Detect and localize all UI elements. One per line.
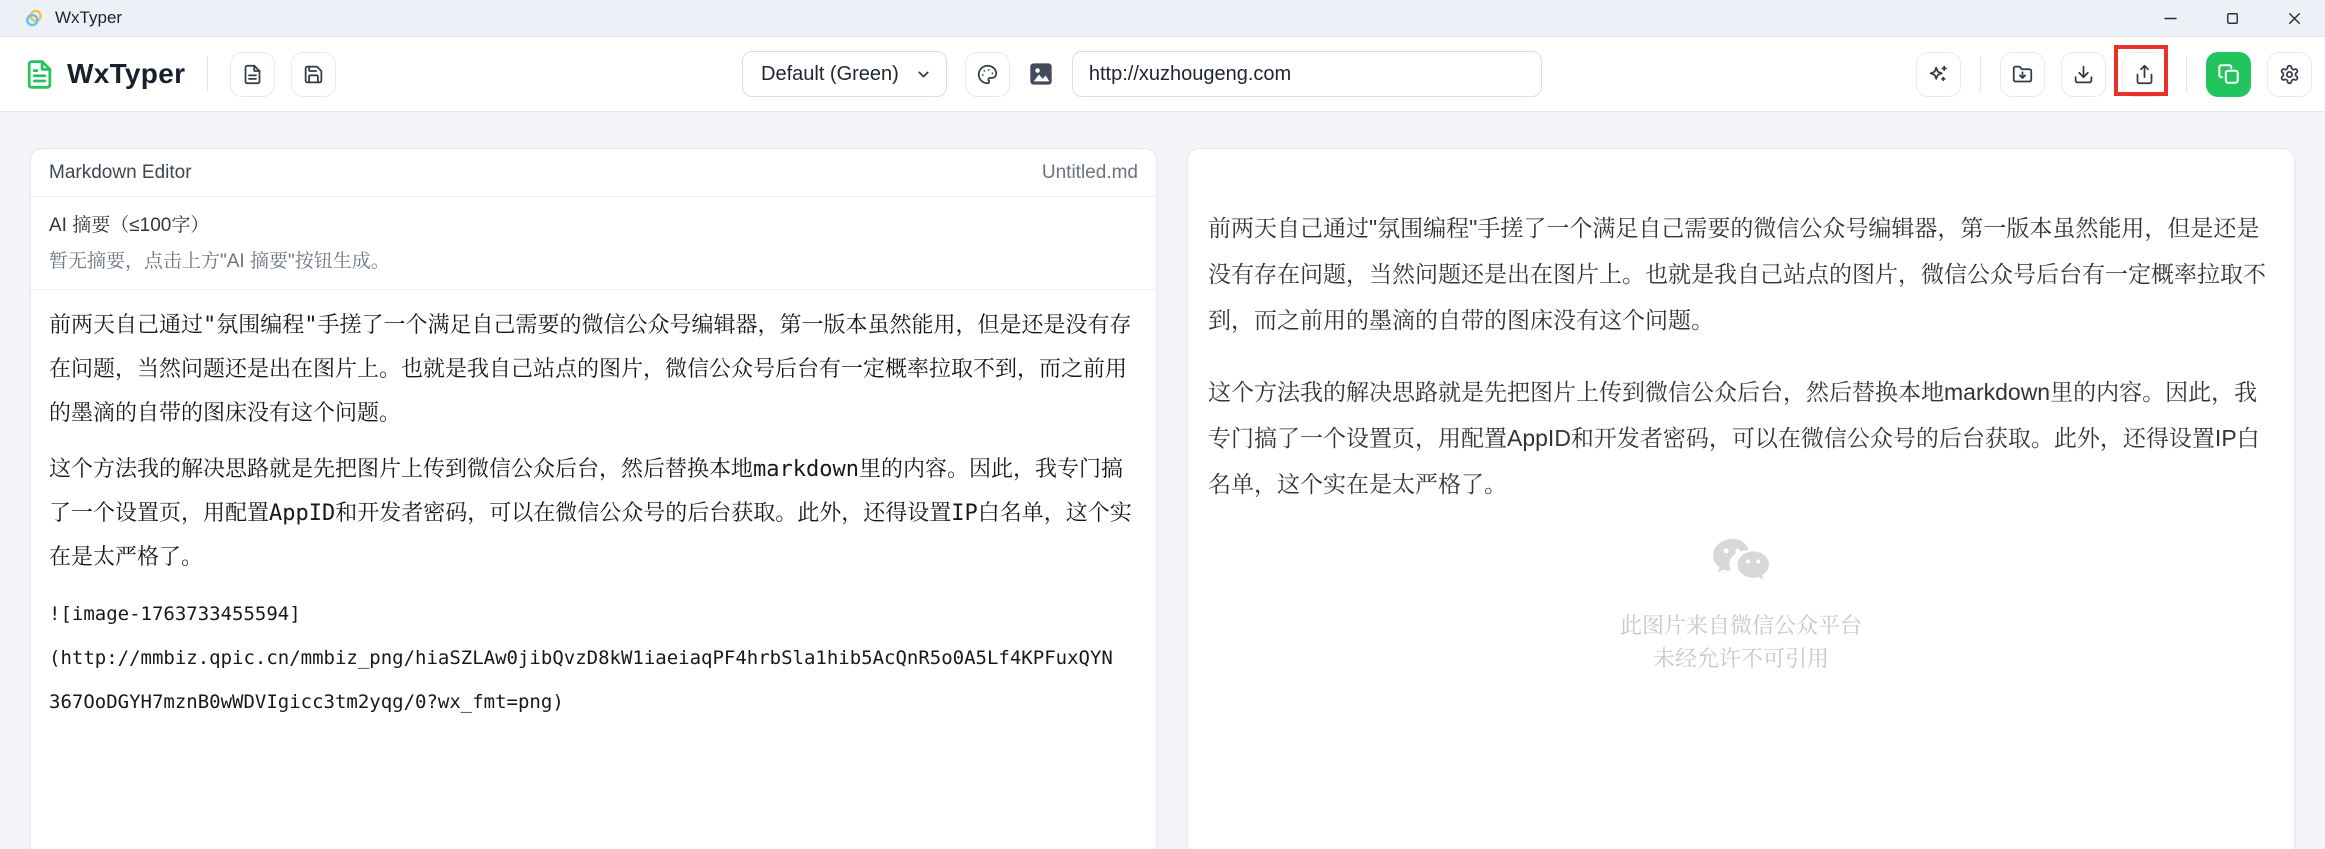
ai-summary-block [31, 197, 1156, 290]
editor-image-line: 367OoDGYH7mznB0wWDVIgicc3tm2yqg/0?wx_fmt=png) [49, 691, 564, 713]
upload-button-wrapper [2122, 52, 2167, 97]
editor-filename: Untitled.md [1041, 161, 1138, 183]
preview-paragraph: 这个方法我的解决思路就是先把图片上传到微信公众后台，然后替换本地markdown里的内容。因此，我专门搞了一个设置页，用配置AppID和开发者密码，可以在微信公众号的后台获取。此外，还得设置IP白名单，这个实在是太严格了。 [1208, 379, 2260, 497]
markdown-textarea[interactable] [31, 290, 1156, 849]
upload-button[interactable] [2122, 52, 2167, 97]
editor-image-line: (http://mmbiz.qpic.cn/mmbiz_png/hiaSZLAw0jibQvzD8kW1iaeiaqPF4hrbSla1hib5AcQnR5o0A5Lf4KPFuxQYN [49, 647, 1113, 669]
palette-icon [977, 64, 998, 85]
download-icon [2073, 64, 2094, 85]
theme-select[interactable] [742, 51, 947, 97]
toolbar-center-group [742, 37, 1542, 111]
toolbar-divider [207, 56, 208, 92]
copy-icon [2218, 63, 2240, 85]
gear-icon [2279, 64, 2300, 85]
sparkles-icon [1928, 64, 1949, 85]
editor-panel-title: Markdown Editor [49, 161, 192, 183]
settings-button[interactable] [2267, 52, 2312, 97]
chevron-down-icon [915, 66, 932, 83]
toolbar-left-group [24, 52, 336, 97]
main-content [0, 112, 2325, 849]
toolbar-right-group [1916, 52, 2312, 97]
app-window-icon [24, 8, 44, 28]
preview-panel [1187, 148, 2295, 849]
placeholder-text-line: 此图片来自微信公众平台 [1619, 613, 1862, 638]
new-file-button[interactable] [230, 52, 275, 97]
maximize-icon [2223, 9, 2242, 28]
open-folder-button[interactable] [2000, 52, 2045, 97]
folder-download-icon [2012, 64, 2033, 85]
markdown-editor-panel [30, 148, 1157, 849]
file-text-icon [242, 64, 263, 85]
maximize-button[interactable] [2201, 0, 2263, 36]
preview-paragraph: 前两天自己通过"氛围编程"手搓了一个满足自己需要的微信公众号编辑器，第一版本虽然能用，但是还是没有存在问题，当然问题还是出在图片上。也就是我自己站点的图片，微信公众号后台有一定概率拉取不到，而之前用的墨滴的自带的图床没有这个问题。 [1208, 215, 2266, 333]
editor-panel-header [31, 149, 1156, 197]
palette-button[interactable] [965, 52, 1010, 97]
save-icon [303, 64, 324, 85]
main-toolbar [0, 37, 2325, 112]
close-button[interactable] [2263, 0, 2325, 36]
site-url-input[interactable] [1072, 51, 1542, 97]
save-file-button[interactable] [291, 52, 336, 97]
image-icon[interactable] [1025, 58, 1057, 90]
wxtyper-logo-icon [24, 59, 55, 90]
ai-summary-hint: 暂无摘要，点击上方"AI 摘要"按钮生成。 [49, 251, 390, 272]
editor-image-line: ![image-1763733455594] [49, 603, 301, 625]
editor-image-markdown [49, 592, 1138, 724]
window-title: WxTyper [55, 8, 123, 27]
theme-select-value: Default (Green) [761, 62, 899, 85]
wechat-logo-icon [1710, 535, 1772, 589]
placeholder-text-line: 未经允许不可引用 [1652, 646, 1829, 671]
download-button[interactable] [2061, 52, 2106, 97]
toolbar-divider [1980, 56, 1981, 92]
window-controls [2139, 0, 2325, 36]
upload-icon [2134, 64, 2155, 85]
editor-paragraph: 这个方法我的解决思路就是先把图片上传到微信公众后台，然后替换本地markdown里的内容。因此，我专门搞了一个设置页，用配置AppID和开发者密码，可以在微信公众号的后台获取。此外，还得设置IP白名单，这个实在是太严格了。 [49, 457, 1132, 570]
copy-button[interactable] [2206, 52, 2251, 97]
editor-paragraph: 前两天自己通过"氛围编程"手搓了一个满足自己需要的微信公众号编辑器，第一版本虽然能用，但是还是没有存在问题，当然问题还是出在图片上。也就是我自己站点的图片，微信公众号后台有一定概率拉取不到，而之前用的墨滴的自带的图床没有这个问题。 [49, 313, 1132, 426]
wechat-image-placeholder [1208, 535, 2274, 675]
ai-summary-label: AI 摘要（≤100字） [49, 215, 210, 236]
minimize-icon [2161, 9, 2180, 28]
close-icon [2285, 9, 2304, 28]
minimize-button[interactable] [2139, 0, 2201, 36]
ai-summary-button[interactable] [1916, 52, 1961, 97]
window-titlebar [0, 0, 2325, 37]
brand-name: WxTyper [67, 58, 186, 89]
toolbar-divider [2186, 56, 2187, 92]
